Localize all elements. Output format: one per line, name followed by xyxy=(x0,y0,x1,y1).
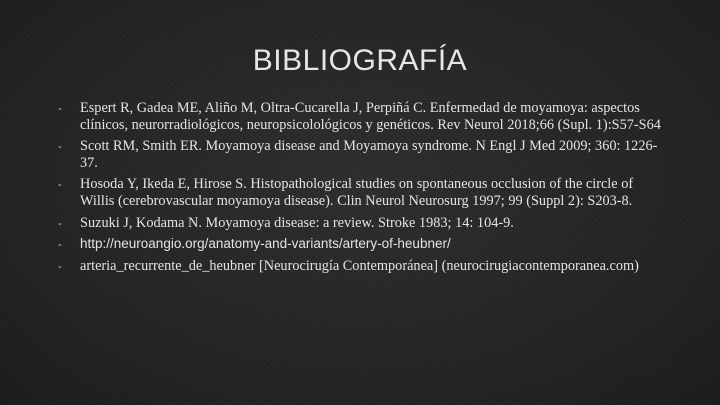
reference-item xyxy=(58,215,663,232)
slide-title: BIBLIOGRAFÍA xyxy=(252,44,468,77)
reference-item-link[interactable] xyxy=(58,236,663,253)
reference-item xyxy=(58,138,663,171)
reference-text: Suzuki J, Kodama N. Moyamoya disease: a review. Stroke 1983; 14: 104-9. xyxy=(80,214,514,231)
bullet-dash: - xyxy=(58,179,62,192)
bullet-dash: - xyxy=(58,217,62,230)
reference-text: Hosoda Y, Ikeda E, Hirose S. Histopathological studies on spontaneous occlusion of the circle of Willis (cerebrovascular moyamoya disease). Clin Neurol Neurosurg 1997; 99 (Suppl 2): S203-8. xyxy=(80,176,634,209)
reference-text: Scott RM, Smith ER. Moyamoya disease and Moyamoya syndrome. N Engl J Med 2009; 360: 1226-37. xyxy=(80,138,658,171)
bullet-dash: - xyxy=(58,103,62,115)
reference-item xyxy=(58,176,663,209)
reference-list xyxy=(58,100,663,279)
reference-text: arteria_recurrente_de_heubner [Neurocirugía Contemporánea] (neurocirugiacontemporanea.com) xyxy=(80,257,639,274)
bullet-dash: - xyxy=(58,239,62,252)
bullet-dash: - xyxy=(58,260,62,273)
reference-item xyxy=(58,100,663,133)
reference-item xyxy=(58,258,663,275)
bullet-dash: - xyxy=(58,141,62,154)
reference-text: Espert R, Gadea ME, Aliño M, Oltra-Cucarella J, Perpiñá C. Enfermedad de moyamoya: aspectos clínicos, neurorradiológicos, neuropsicolológicos y genéticos. Rev Neurol 2018;66 (Supl. 1):S57-S64 xyxy=(80,100,661,133)
reference-url[interactable]: http://neuroangio.org/anatomy-and-variants/artery-of-heubner/ xyxy=(80,236,451,252)
